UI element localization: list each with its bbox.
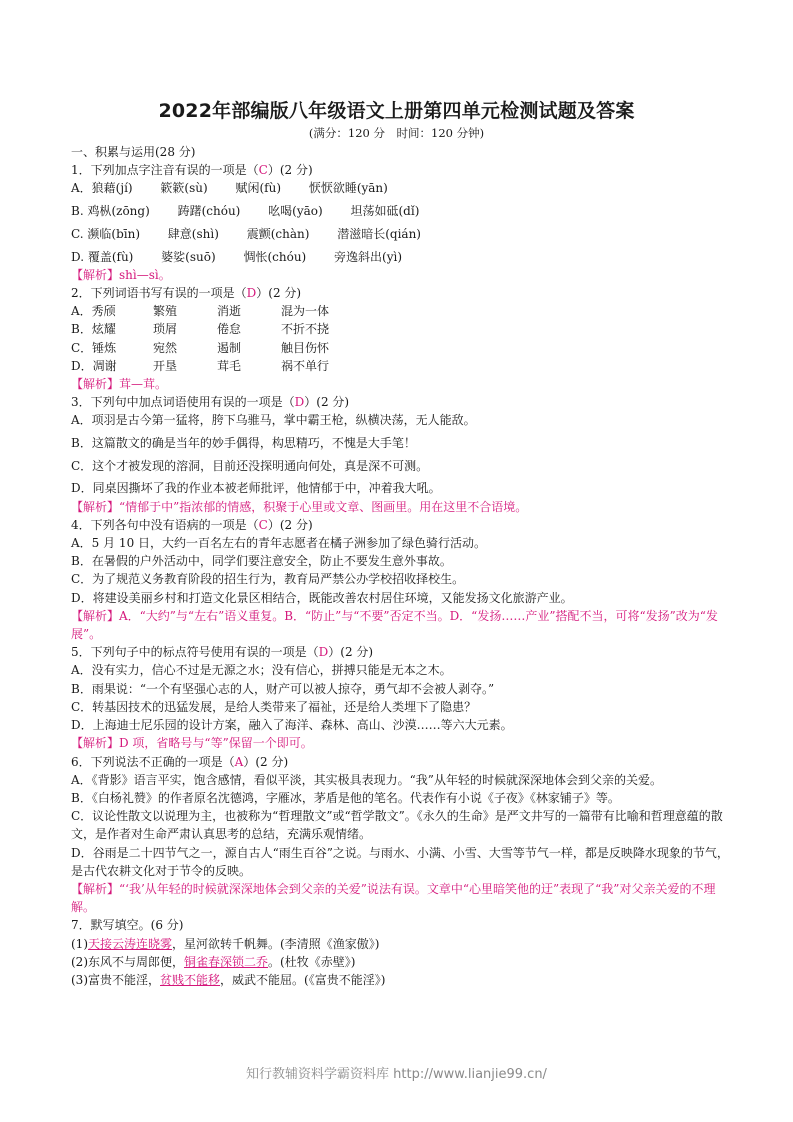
- question-2-option-row: D．凋谢 开垦 茸毛 祸不单行: [71, 358, 330, 373]
- question-6-option-c: C．议论性散文以说理为主，也被称为“哲理散文”或“哲学散文”。《永久的生命》是严文井写的一篇带有比喻和哲理意蕴的散文，是作者对生命严肃认真思考的总结，充满乐观情绪。: [71, 809, 723, 842]
- question-4-note: 【解析】A．“大约”与“左右”语义重复。B．“防止”与“不要”否定不当。D．“发扬……产业”搭配不当，可将“发扬”改为“发展”。: [71, 608, 718, 642]
- question-5-option-d: D．上海迪士尼乐园的设计方案，融入了海洋、森林、高山、沙漠……等六大元素。: [71, 718, 513, 733]
- question-7-answer-1: 天接云涛连晓雾: [88, 936, 173, 951]
- question-1-option-b: B. 鸡枞(zōng) 踌躇(chóu) 吆喝(yāo) 坦荡如砥(dǐ): [71, 204, 420, 219]
- question-6-option-b: B．《白杨礼赞》的作者原名沈德鸿，字雁冰，茅盾是他的笔名。代表作有小说《子夜》《林家铺子》等。: [71, 790, 620, 805]
- question-6-answer: A: [234, 754, 244, 769]
- question-2-note: 【解析】茸—茸。: [71, 376, 168, 391]
- exam-content: [71, 143, 731, 989]
- footer-watermark: 知行教辅资料学霸资料库 http://www.lianjie99.cn/: [246, 1067, 547, 1082]
- question-1-answer: C: [258, 163, 268, 178]
- question-4-option-c: C．为了规范义务教育阶段的招生行为，教育局严禁公办学校招收择校生。: [71, 572, 465, 587]
- question-7-stem: 7．默写填空。(6 分): [71, 918, 184, 933]
- question-7-answer-3: 贫贱不能移: [160, 972, 221, 987]
- question-6-option-a: A．《背影》语言平实，饱含感情，看似平淡，其实极具表现力。“我”从年轻的时候就深深地体会到父亲的关爱。: [71, 772, 662, 787]
- question-5-option-a: A．没有实力，信心不过是无源之水；没有信心，拼搏只能是无本之木。: [71, 663, 452, 678]
- question-1-option-c: C. 濒临(bīn) 肆意(shì) 震颤(chàn) 潜滋暗长(qián): [71, 226, 421, 241]
- question-2-answer: D: [246, 285, 257, 300]
- question-2-stem: 2．下列词语书写有误的一项是（D）(2 分): [71, 285, 302, 300]
- question-3-option-a: A．项羽是古今第一猛将，胯下乌骓马，掌中霸王枪，纵横决荡，无人能敌。: [71, 413, 476, 428]
- question-1-option-d: D. 覆盖(fù) 婆娑(suō) 惆怅(chóu) 旁逸斜出(yì): [71, 249, 403, 264]
- question-6-option-d: D．谷雨是二十四节气之一，源自古人“雨生百谷”之说。与雨水、小满、小雪、大雪等节气一样，都是反映降水现象的节气，是古代农耕文化对于节令的反映。: [71, 845, 729, 878]
- question-6-note: 【解析】“‘我’从年轻的时候就深深地体会到父亲的关爱”说法有误。文章中“心里暗笑他的迂”表现了“我”对父亲关爱的不理解。: [71, 881, 716, 915]
- question-5-option-b: B．雨果说：“一个有坚强心志的人，财产可以被人掠夺，勇气却不会被人剥夺。”: [71, 681, 495, 696]
- question-7-line-3: (3)富贵不能淫，贫贱不能移，威武不能屈。(《富贵不能淫》): [71, 972, 386, 987]
- question-7-line-1: (1)天接云涛连晓雾，星河欲转千帆舞。(李清照《渔家傲》): [71, 936, 380, 951]
- page-title: 2022年部编版八年级语文上册第四单元检测试题及答案: [158, 100, 635, 122]
- question-5-note: 【解析】D 项，省略号与“等”保留一个即可。: [71, 736, 313, 751]
- question-5-answer: D: [318, 645, 329, 660]
- question-3-option-b: B．这篇散文的确是当年的妙手偶得，构思精巧，不愧是大手笔！: [71, 436, 416, 451]
- question-3-option-d: D．同桌因撕坏了我的作业本被老师批评，他情郁于中，冲着我大吼。: [71, 481, 441, 496]
- question-4-option-d: D．将建设美丽乡村和打造文化景区相结合，既能改善农村居住环境，又能发扬文化旅游产业。: [71, 590, 573, 605]
- question-7-line-2: (2)东风不与周郎便，铜雀春深锁二乔。(杜牧《赤壁》): [71, 954, 356, 969]
- question-3-note: 【解析】“情郁于中”指浓郁的情感，积聚于心里或文章、图画里。用在这里不合语境。: [71, 499, 528, 514]
- question-5-stem: 5．下列句子中的标点符号使用有误的一项是（D）(2 分): [71, 645, 374, 660]
- question-2-option-row: A．秀颀 繁殖 消逝 混为一体: [71, 304, 330, 319]
- question-1-stem: 1．下列加点字注音有误的一项是（C）(2 分): [71, 163, 313, 178]
- question-4-option-a: A．5 月 10 日，大约一百名左右的青年志愿者在橘子洲参加了绿色骑行活动。: [71, 536, 487, 551]
- question-5-option-c: C．转基因技术的迅猛发展，是给人类带来了福祉，还是给人类埋下了隐患？: [71, 699, 477, 714]
- question-3-stem: 3．下列句中加点词语使用有误的一项是（D）(2 分): [71, 395, 350, 410]
- question-7-answer-2: 铜雀春深锁二乔: [184, 954, 269, 969]
- question-3-answer: D: [294, 395, 305, 410]
- question-1-option-a: A．狼藉(jí) 簌簌(sù) 赋闲(fù) 恹恹欲睡(yān): [71, 181, 388, 196]
- question-4-stem: 4．下列各句中没有语病的一项是（C）(2 分): [71, 517, 313, 532]
- question-2-option-row: C．锤炼 宛然 遏制 触目伤怀: [71, 340, 330, 355]
- question-3-option-c: C．这个才被发现的溶洞，目前还没探明通向何处，真是深不可测。: [71, 458, 429, 473]
- question-2-option-row: B．炫耀 琐屑 倦怠 不折不挠: [71, 322, 330, 337]
- question-1-note: 【解析】shì—sì。: [71, 267, 171, 282]
- question-6-stem: 6．下列说法不正确的一项是（A）(2 分): [71, 754, 289, 769]
- page-subtitle: (满分：120 分 时间：120 分钟): [308, 126, 485, 140]
- question-4-option-b: B．在暑假的户外活动中，同学们要注意安全，防止不要发生意外事故。: [71, 554, 452, 569]
- question-4-answer: C: [258, 517, 268, 532]
- section-heading: 一、积累与运用(28 分): [71, 145, 196, 159]
